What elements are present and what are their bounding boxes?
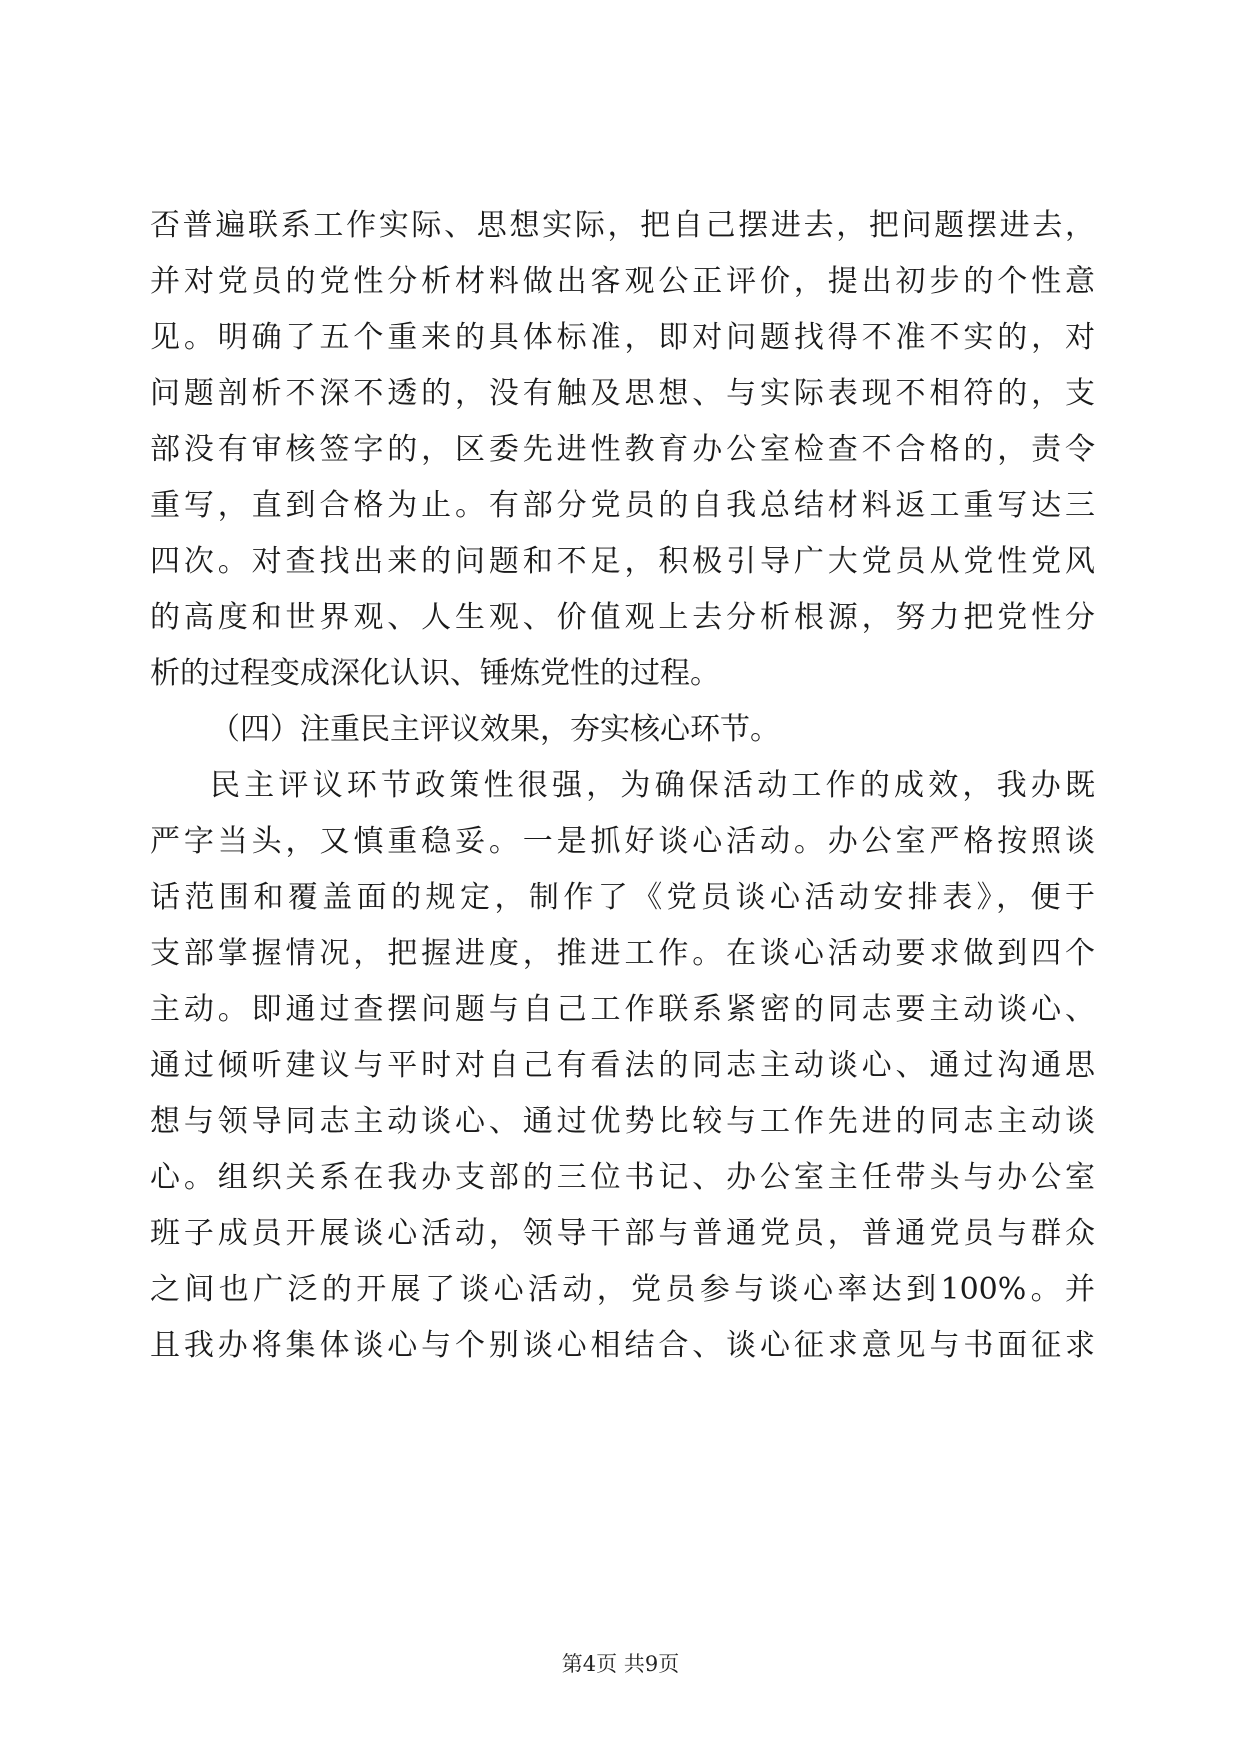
text-line: 通过倾听建议与平时对自己有看法的同志主动谈心、通过沟通思 bbox=[150, 1048, 1095, 1083]
text-line: 并对党员的党性分析材料做出客观公正评价，提出初步的个性意 bbox=[150, 264, 1095, 299]
text-line: 部没有审核签字的，区委先进性教育办公室检查不合格的，责令 bbox=[150, 432, 1095, 467]
text-line: 民主评议环节政策性很强，为确保活动工作的成效，我办既 bbox=[210, 768, 1095, 803]
page-number: 第4页 共9页 bbox=[561, 1652, 680, 1676]
text-line: 支部掌握情况，把握进度，推进工作。在谈心活动要求做到四个 bbox=[150, 936, 1095, 971]
text-line: 班子成员开展谈心活动，领导干部与普通党员，普通党员与群众 bbox=[150, 1216, 1095, 1251]
text-line: 心。组织关系在我办支部的三位书记、办公室主任带头与办公室 bbox=[150, 1160, 1095, 1195]
text-line: 的高度和世界观、人生观、价值观上去分析根源，努力把党性分 bbox=[150, 600, 1095, 635]
text-line: 四次。对查找出来的问题和不足，积极引导广大党员从党性党风 bbox=[150, 544, 1095, 579]
text-line: 问题剖析不深不透的，没有触及思想、与实际表现不相符的，支 bbox=[150, 376, 1095, 411]
text-line: 且我办将集体谈心与个别谈心相结合、谈心征求意见与书面征求 bbox=[150, 1328, 1095, 1363]
body-text bbox=[150, 198, 1095, 1374]
section-heading: （四）注重民主评议效果，夯实核心环节。 bbox=[210, 712, 780, 747]
text-line: 否普遍联系工作实际、思想实际，把自己摆进去，把问题摆进去， bbox=[150, 208, 1095, 243]
text-line: 见。明确了五个重来的具体标准，即对问题找得不准不实的，对 bbox=[150, 320, 1095, 355]
text-line: 想与领导同志主动谈心、通过优势比较与工作先进的同志主动谈 bbox=[150, 1104, 1095, 1139]
text-line: 析的过程变成深化认识、锤炼党性的过程。 bbox=[150, 656, 720, 691]
text-line: 重写，直到合格为止。有部分党员的自我总结材料返工重写达三 bbox=[150, 488, 1095, 523]
text-line: 之间也广泛的开展了谈心活动，党员参与谈心率达到100%。并 bbox=[150, 1272, 1095, 1307]
text-line: 话范围和覆盖面的规定，制作了《党员谈心活动安排表》，便于 bbox=[150, 880, 1095, 915]
text-line: 严字当头，又慎重稳妥。一是抓好谈心活动。办公室严格按照谈 bbox=[150, 824, 1095, 859]
text-line: 主动。即通过查摆问题与自己工作联系紧密的同志要主动谈心、 bbox=[150, 992, 1095, 1027]
